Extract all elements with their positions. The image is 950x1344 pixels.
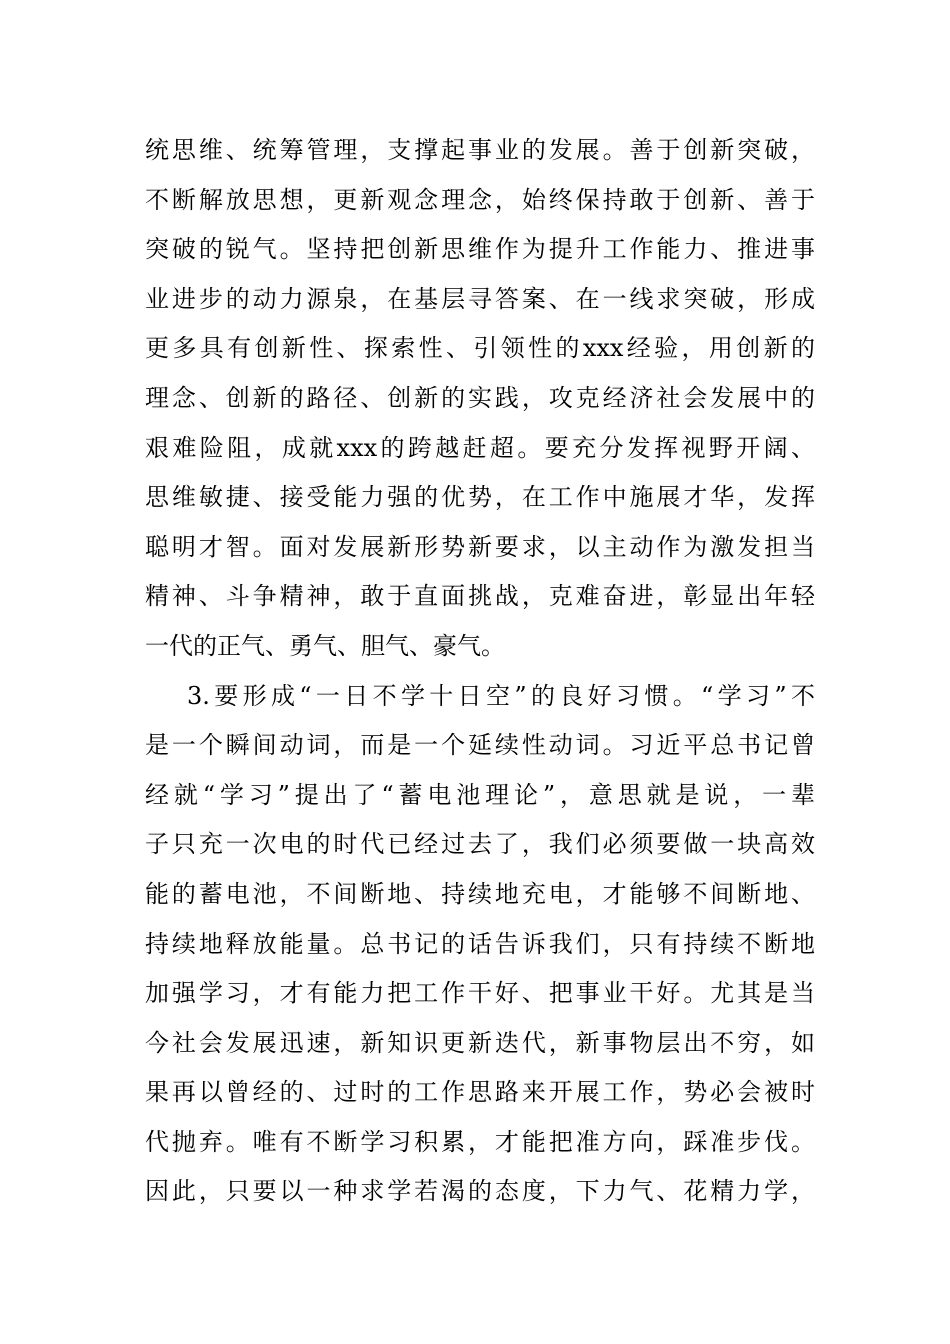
text-line: 能的蓄电池，不间断地、持续地充电，才能够不间断地、 — [145, 879, 815, 908]
text-line: 统思维、统筹管理，支撑起事业的发展。善于创新突破， — [145, 136, 815, 164]
text-line: 加强学习，才有能力把工作干好、把事业干好。尤其是当 — [145, 979, 815, 1008]
text-line: 思维敏捷、接受能力强的优势，在工作中施展才华，发挥 — [145, 483, 815, 512]
text-line: 理念、创新的路径、创新的实践，攻克经济社会发展中的 — [145, 383, 815, 412]
text-line: 代抛弃。唯有不断学习积累，才能把准方向，踩准步伐。 — [145, 1127, 815, 1156]
body-text — [145, 126, 815, 1217]
text-line: 因此，只要以一种求学若渴的态度，下力气、花精力学， — [145, 1177, 815, 1206]
text-line: 聪明才智。面对发展新形势新要求，以主动作为激发担当 — [145, 532, 815, 561]
text-line: 持续地释放能量。总书记的话告诉我们，只有持续不断地 — [145, 929, 815, 958]
text-line: 突破的锐气。坚持把创新思维作为提升工作能力、推进事 — [145, 235, 815, 264]
text-line: 子只充一次电的时代已经过去了，我们必须要做一块高效 — [145, 830, 815, 859]
text-line: 果再以曾经的、过时的工作思路来开展工作，势必会被时 — [145, 1078, 815, 1107]
text-line: 业进步的动力源泉，在基层寻答案、在一线求突破，形成 — [145, 284, 815, 313]
text-line: 经就“学习”提出了“蓄电池理论”，意思就是说，一辈 — [145, 780, 815, 809]
section-heading-line: 3.要形成“一日不学十日空”的良好习惯。“学习”不 — [187, 681, 815, 710]
text-line: 不断解放思想，更新观念理念，始终保持敢于创新、善于 — [145, 185, 815, 214]
text-line: 更多具有创新性、探索性、引领性的xxx经验，用创新的 — [145, 334, 815, 363]
text-line: 艰难险阻，成就xxx的跨越赶超。要充分发挥视野开阔、 — [145, 433, 815, 462]
text-line: 精神、斗争精神，敢于直面挑战，克难奋进，彰显出年轻 — [145, 582, 815, 611]
text-line: 是一个瞬间动词，而是一个延续性动词。习近平总书记曾 — [145, 731, 815, 760]
text-line: 今社会发展迅速，新知识更新迭代，新事物层出不穷，如 — [145, 1028, 815, 1057]
paragraph-end-line: 一代的正气、勇气、胆气、豪气。 — [145, 631, 505, 660]
